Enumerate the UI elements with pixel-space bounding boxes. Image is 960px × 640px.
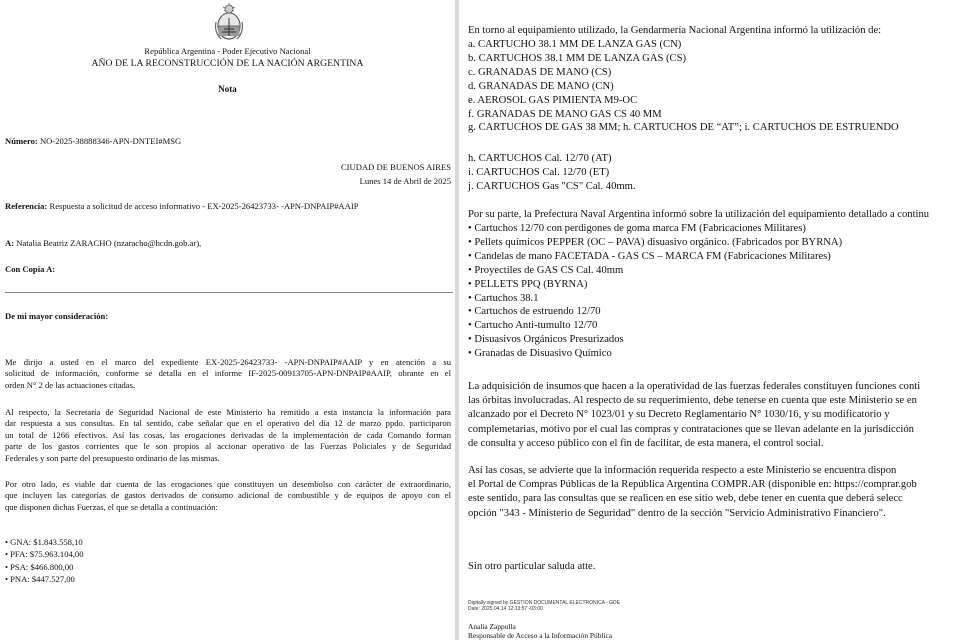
- divider: [5, 292, 453, 293]
- paragraph-line: Me dirijo a usted en el marco del expediente EX-2025-26423733- -APN-DNPAIP#AAIP y en atención a su: [5, 357, 451, 367]
- digital-signature-stamp: [468, 600, 620, 612]
- paragraph-security-secretariat: [5, 407, 451, 464]
- list-item: g. CARTUCHOS DE GAS 38 MM; h. CARTUCHOS DE “AT”; i. CARTUCHOS DE ESTRUENDO: [468, 122, 899, 134]
- list-item: • Pellets químicos PEPPER (OC – PAVA) disuasivo orgánico. (Fabricados por BYRNA): [468, 236, 843, 248]
- cc-label: Con Copia A:: [5, 264, 56, 274]
- right-document-page: [459, 0, 960, 640]
- list-item: i. CARTUCHOS Cal. 12/70 (ET): [468, 166, 610, 178]
- recipient-label: A:: [5, 238, 15, 248]
- paragraph-line: parte de los gastos corrientes que le son propios al accionar operativo de las Fuerzas Policiales y de Seguridad: [5, 441, 451, 452]
- reference-value: Respuesta a solicitud de acceso informativo - EX-2025-26423733- -APN-DNPAIP#AAIP: [49, 201, 359, 211]
- header-year-motto: AÑO DE LA RECONSTRUCCIÓN DE LA NACIÓN ARGENTINA: [91, 58, 364, 69]
- paragraph-line: Así las cosas, se advierte que la información requerida respecto a este Ministerio se encuentra dispon: [468, 465, 897, 476]
- paragraph-line: que disponen dichas Fuerzas, el que se detalla a continuación:: [5, 501, 218, 512]
- paragraph-line: La adquisición de insumos que hacen a la operatividad de las fuerzas federales constituyen funciones conti: [468, 381, 921, 392]
- list-item: e. AEROSOL GAS PIMIENTA M9-OC: [468, 94, 638, 106]
- document-number-value: NO-2025-38888346-APN-DNTEI#MSG: [39, 136, 182, 146]
- paragraph-line: Por otro lado, es viable dar cuenta de las erogaciones que constituyen un desembolso con carácter de extraordinario,: [5, 479, 451, 489]
- paragraph-line: un total de 1266 efectivos. Así las cosas, las erogaciones derivadas de la implementación de cada Comando forman: [5, 429, 451, 440]
- paragraph-comprar-portal: [468, 464, 960, 521]
- list-item: d. GRANADAS DE MANO (CN): [468, 80, 614, 92]
- list-item: • Proyectiles de GAS CS Cal. 40mm: [468, 264, 624, 276]
- paragraph-line: este sentido, para las consultas que se realicen en ese sitio web, debe tener en cuenta que deberá selecc: [468, 493, 903, 505]
- left-document-page: [0, 0, 455, 640]
- paragraph-line: Federales y son parte del presupuesto ordinario de las mismas.: [5, 452, 220, 463]
- paragraph-line: que incluyen las categorías de gastos derivados de consumo adicional de combustible y de equipos de apoyo con el: [5, 490, 451, 501]
- list-item: • PFA: $75.963.104,00: [5, 549, 84, 560]
- list-item: • Cartuchos 38.1: [468, 292, 539, 304]
- prefectura-equipment-list: [468, 222, 842, 361]
- recipient-value: Natalia Beatriz ZARACHO (nzaracho@hcdn.gob.ar),: [16, 238, 202, 248]
- list-item: • Granadas de Disuasivo Químico: [468, 348, 612, 360]
- gendarmeria-intro: En torno al equipamiento utilizado, la Gendarmería Nacional Argentina informó la utilización de:: [468, 25, 882, 36]
- list-item: • PNA: $447.527,00: [5, 574, 75, 585]
- list-item: • PSA: $466.800,00: [5, 561, 74, 572]
- reference-label: Referencia:: [5, 201, 48, 211]
- paragraph-extraordinary-expenses: [5, 479, 451, 513]
- salutation: De mi mayor consideración:: [5, 311, 109, 321]
- list-item: • Cartucho Anti-tumulto 12/70: [468, 320, 598, 332]
- paragraph-line: dar respuesta a sus consultas. En tal sentido, cabe señalar que en el operativo del día 12 de marzo ppdo. participaron: [5, 418, 451, 429]
- paragraph-procurement: [468, 380, 960, 451]
- list-item: • PELLETS PPQ (BYRNA): [468, 278, 588, 290]
- prefectura-intro: Por su parte, la Prefectura Naval Argentina informó sobre la utilización del equipamiento detallado a continu: [468, 209, 930, 220]
- list-item: • Cartuchos de estruendo 12/70: [468, 306, 601, 318]
- paragraph-line: de consulta y acceso público con el fin de facilitar, de esta manera, el control social.: [468, 437, 824, 449]
- gendarmeria-cartridge-list: [468, 152, 636, 194]
- signature-line: Date: 2025.04.14 12:13:57 -03:00: [468, 606, 543, 612]
- list-item: a. CARTUCHO 38.1 MM DE LANZA GAS (CN): [468, 39, 682, 50]
- national-coat-of-arms-icon: [212, 2, 246, 42]
- list-item: • GNA: $1.843.558,10: [5, 537, 83, 547]
- signer-name: Analía Zappulla: [468, 622, 516, 631]
- list-item: b. CARTUCHOS 38.1 MM DE LANZA GAS (CS): [468, 52, 687, 64]
- list-item: c. GRANADAS DE MANO (CS): [468, 66, 612, 78]
- recipient-line: [5, 238, 201, 249]
- city-line: CIUDAD DE BUENOS AIRES: [340, 162, 451, 172]
- paragraph-line: opción "343 - Ministerio de Seguridad" dentro de la sección "Servicio Administrativo Financiero".: [468, 507, 886, 519]
- gendarmeria-equipment-list: [468, 38, 899, 135]
- document-number: [5, 136, 181, 147]
- document-type-title: Nota: [218, 84, 237, 94]
- list-item: j. CARTUCHOS Gas "CS" Cal. 40mm.: [468, 180, 636, 192]
- list-item: h. CARTUCHOS Cal. 12/70 (AT): [468, 153, 612, 164]
- signer-role: Responsable de Acceso a la Información Pública: [468, 631, 613, 640]
- date-line: Lunes 14 de Abril de 2025: [359, 176, 451, 186]
- document-number-label: Número:: [5, 136, 38, 146]
- header-government-line: República Argentina - Poder Ejecutivo Nacional: [144, 46, 311, 56]
- list-item: f. GRANADAS DE MANO GAS CS 40 MM: [468, 108, 662, 120]
- paragraph-line: el Portal de Compras Públicas de la República Argentina COMPR.AR (disponible en: https://comprar.gob: [468, 479, 917, 491]
- expense-amount-list: [5, 536, 84, 586]
- paragraph-line: las órbitas involucradas. Al respecto de su requerimiento, debe tenerse en cuenta que este Ministerio se en: [468, 395, 917, 407]
- list-item: • Disuasivos Orgánicos Presurizados: [468, 334, 624, 346]
- signature-line: Digitally signed by GESTION DOCUMENTAL ELECTRONICA - GDE: [468, 600, 620, 606]
- paragraph-line: complemetarias, motivo por el cual las compras y contrataciones que se llevan adelante en la jurisdicción: [468, 423, 914, 435]
- paragraph-intro: [5, 357, 451, 391]
- list-item: • Candelas de mano FACETADA - GAS CS – MARCA FM (Fabricaciones Militares): [468, 250, 831, 262]
- paragraph-line: orden N° 2 de las actuaciones citadas.: [5, 379, 136, 390]
- closing-salutation: Sin otro particular saluda atte.: [468, 561, 596, 572]
- paragraph-line: alcanzado por el Decreto N° 1023/01 y su Decreto Reglamentario N° 1030/16, y su modificatorio y: [468, 409, 890, 421]
- list-item: • Cartuchos 12/70 con perdigones de goma marca FM (Fabricaciones Militares): [468, 223, 806, 234]
- paragraph-line: Al respecto, la Secretaría de Seguridad Nacional de este Ministerio ha remitido a esta instancia la información para: [5, 407, 451, 417]
- paragraph-line: solicitud de información, conforme se detalla en el informe IF-2025-00913705-APN-DNPAIP#AAIP, obrante en el: [5, 368, 451, 379]
- reference-line: [5, 201, 358, 212]
